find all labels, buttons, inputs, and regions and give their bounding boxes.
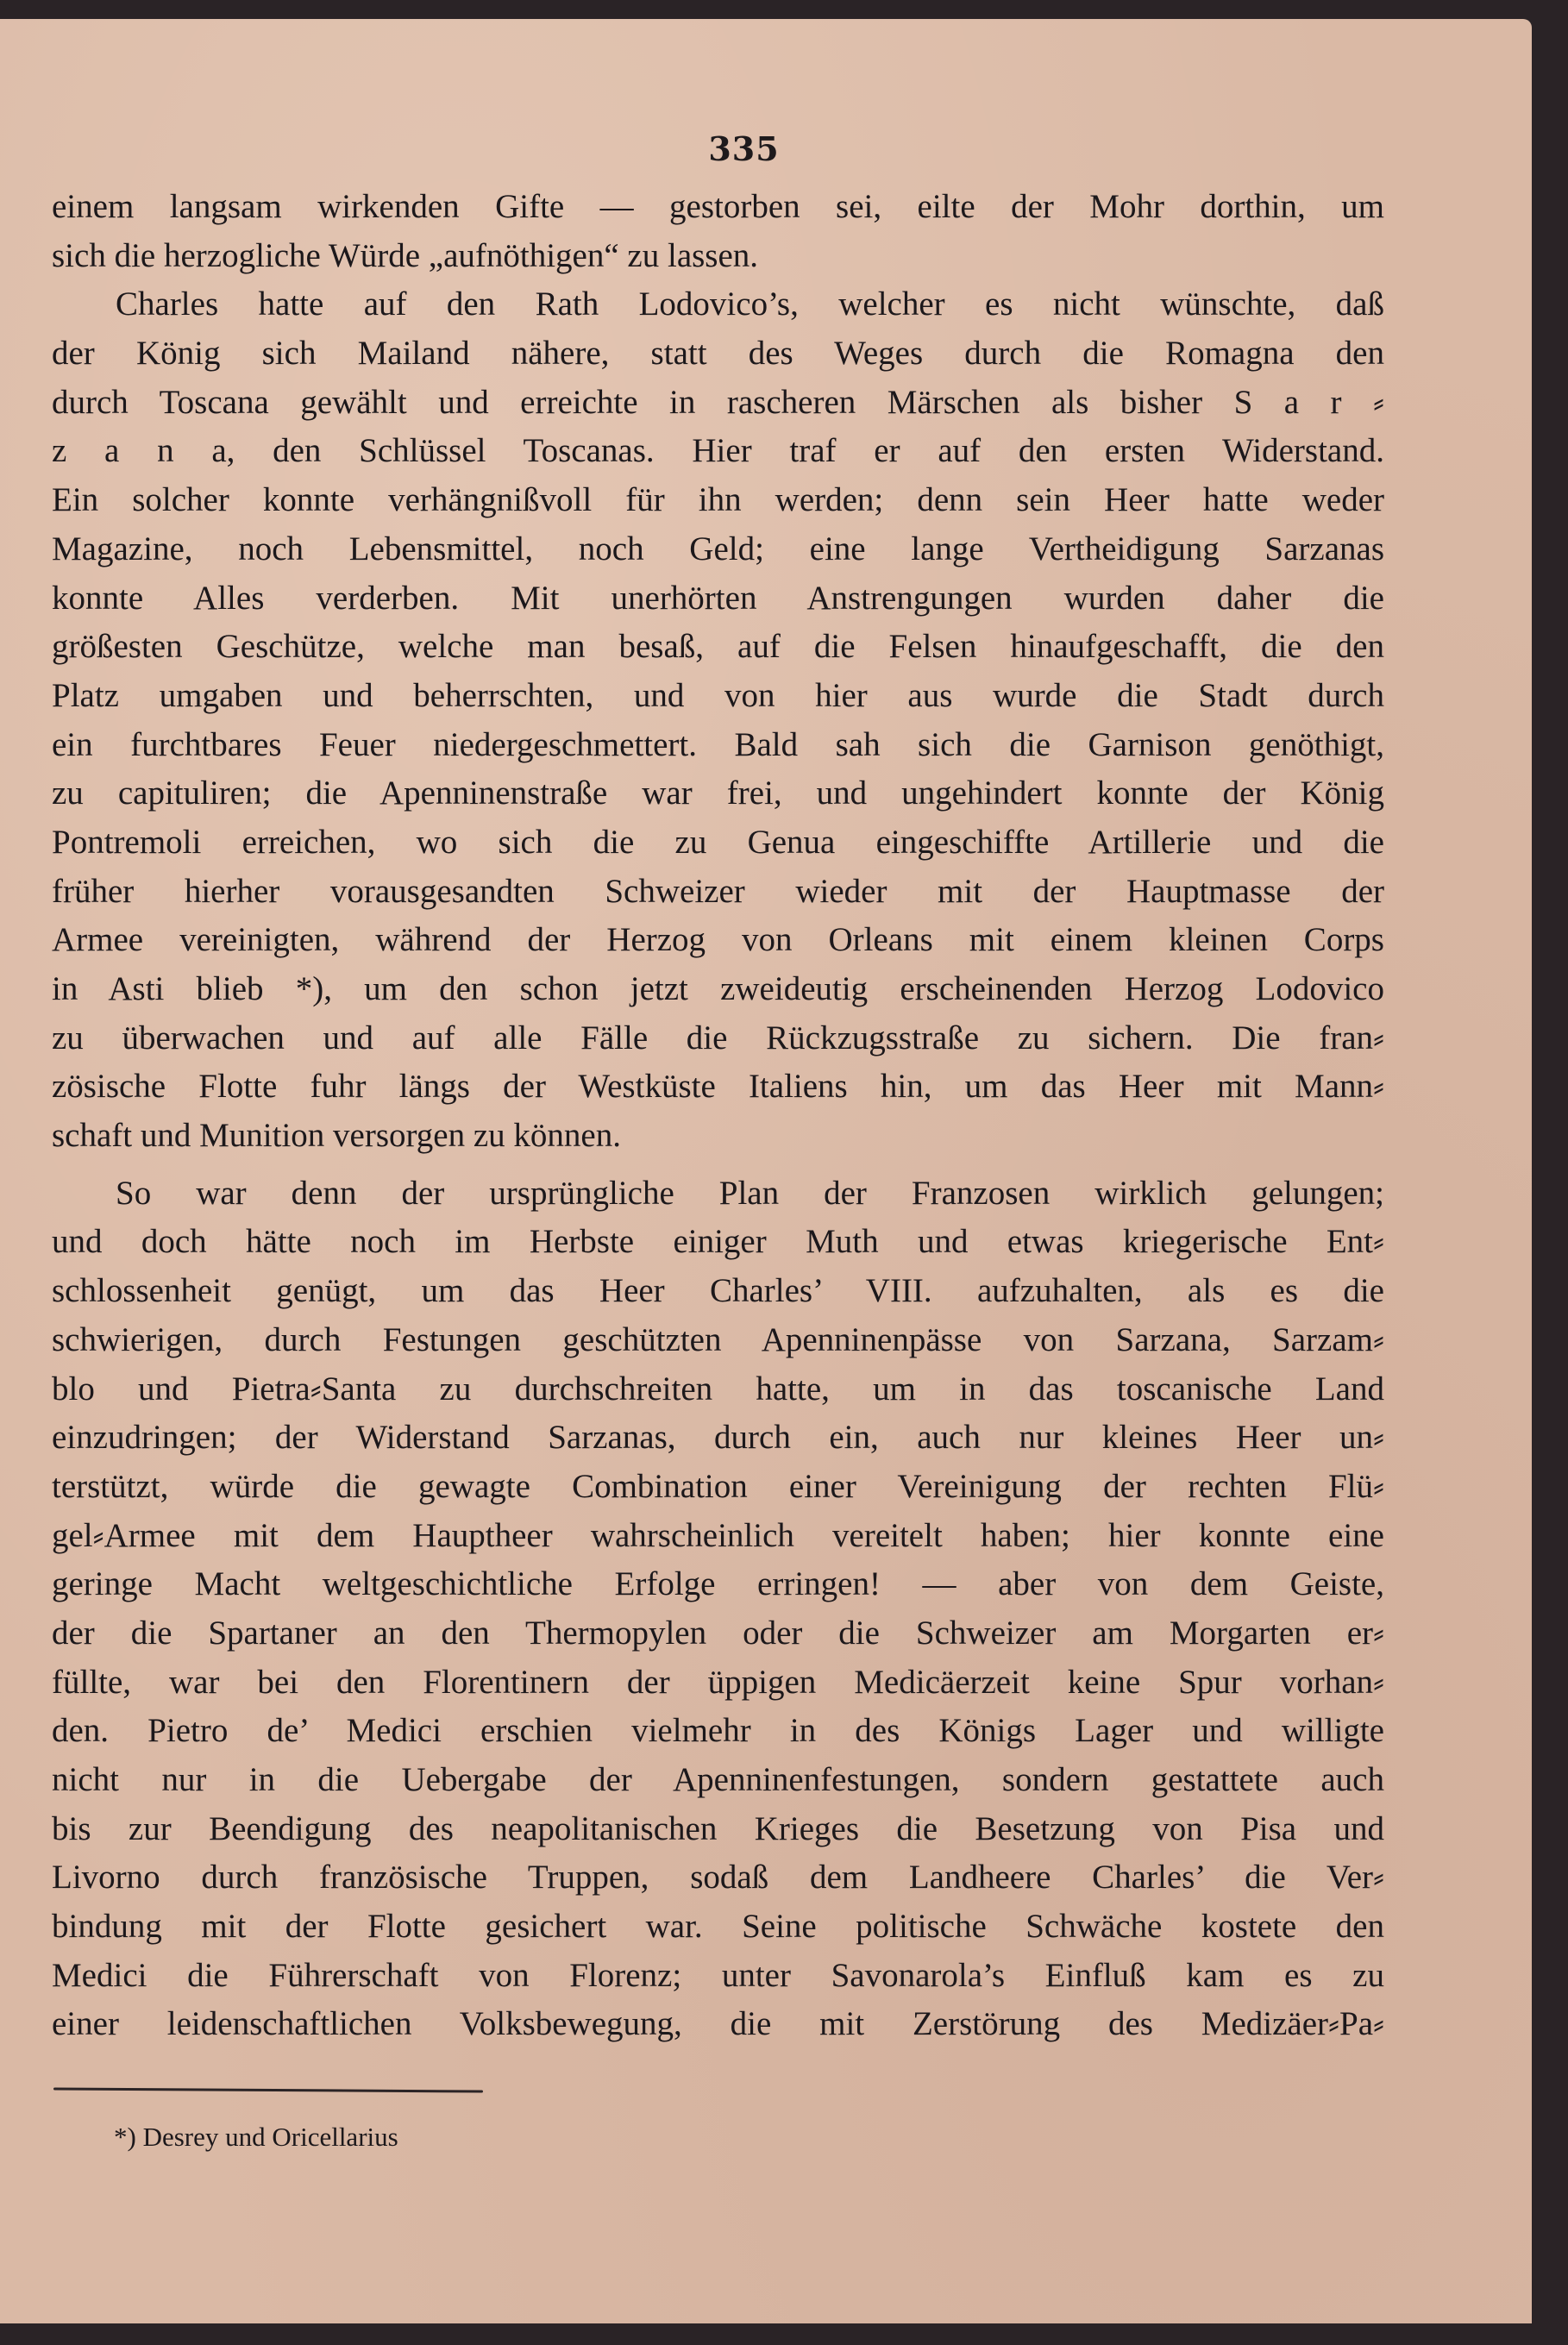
text-line: Magazine, noch Lebensmittel, noch Geld; eine lange Vertheidigung Sarzanas: [52, 530, 1384, 567]
text-line: einem langsam wirkenden Gifte — gestorben sei, eilte der Mohr dorthin, um: [52, 188, 1384, 225]
text-line: Medici die Führerschaft von Florenz; unter Savonarola’s Einfluß kam es zu: [52, 1956, 1384, 1994]
footnote: *) Desrey und Oricellarius: [114, 2122, 398, 2152]
text-line: Ein solcher konnte verhängnißvoll für ihn werden; denn sein Heer hatte weder: [52, 481, 1384, 519]
text-line: der König sich Mailand nähere, statt des Weges durch die Romagna den: [52, 335, 1384, 373]
text-line: Livorno durch französische Truppen, sodaß dem Landheere Charles’ die Ver⸗: [52, 1859, 1384, 1897]
paragraph: [52, 1169, 1384, 2049]
text-line: Charles hatte auf den Rath Lodovico’s, welcher es nicht wünschte, daß: [116, 285, 1384, 323]
page-number: 335: [708, 129, 780, 168]
text-line: ein furchtbares Feuer niedergeschmettert. Bald sah sich die Garnison genöthigt,: [52, 725, 1384, 763]
text-line: und doch hätte noch im Herbste einiger Muth und etwas kriegerische Ent⸗: [52, 1223, 1384, 1261]
text-line: bindung mit der Flotte gesichert war. Seine politische Schwäche kostete den: [52, 1908, 1384, 1946]
text-line: zu capituliren; die Apenninenstraße war frei, und ungehindert konnte der König: [52, 774, 1384, 812]
text-line: in Asti blieb *), um den schon jetzt zweideutig erscheinenden Herzog Lodovico: [52, 970, 1384, 1007]
footnote-rule: [53, 2087, 483, 2092]
text-line: früher hierher vorausgesandten Schweizer wieder mit der Hauptmasse der: [52, 872, 1384, 910]
text-line: bis zur Beendigung des neapolitanischen Krieges die Besetzung von Pisa und: [52, 1809, 1384, 1847]
text-line: der die Spartaner an den Thermopylen oder die Schweizer am Morgarten er⸗: [52, 1614, 1384, 1652]
text-line: gel⸗Armee mit dem Hauptheer wahrscheinlich vereitelt haben; hier konnte eine: [52, 1516, 1384, 1554]
text-line: schlossenheit genügt, um das Heer Charles’ VIII. aufzuhalten, als es die: [52, 1272, 1384, 1310]
text-line: zösische Flotte fuhr längs der Westküste Italiens hin, um das Heer mit Mann⸗: [52, 1068, 1384, 1106]
text-line: einer leidenschaftlichen Volksbewegung, die mit Zerstörung des Medizäer⸗Pa⸗: [52, 2005, 1384, 2043]
text-line: schwierigen, durch Festungen geschützten Apenninenpässe von Sarzana, Sarzam⸗: [52, 1320, 1384, 1358]
text-line: nicht nur in die Uebergabe der Apenninenfestungen, sondern gestattete auch: [52, 1761, 1384, 1798]
text-line: Armee vereinigten, während der Herzog von Orleans mit einem kleinen Corps: [52, 921, 1384, 959]
text-line: terstützt, würde die gewagte Combination einer Vereinigung der rechten Flü⸗: [52, 1467, 1384, 1505]
text-line: geringe Macht weltgeschichtliche Erfolge erringen! — aber von dem Geiste,: [52, 1565, 1384, 1603]
text-line: zu überwachen und auf alle Fälle die Rückzugsstraße zu sichern. Die fran⸗: [52, 1019, 1384, 1057]
text-line: größesten Geschütze, welche man besaß, auf die Felsen hinaufgeschafft, die den: [52, 628, 1384, 666]
text-line: füllte, war bei den Florentinern der üppigen Medicäerzeit keine Spur vorhan⸗: [52, 1663, 1384, 1701]
text-line: einzudringen; der Widerstand Sarzanas, durch ein, auch nur kleines Heer un⸗: [52, 1419, 1384, 1457]
body-text: [52, 183, 1384, 2049]
text-line: z a n a, den Schlüssel Toscanas. Hier traf er auf den ersten Widerstand.: [52, 432, 1384, 470]
paragraph-gap: [52, 1161, 1384, 1169]
text-line: durch Toscana gewählt und erreichte in rascheren Märschen als bisher S a r ⸗: [52, 383, 1384, 421]
text-line: den. Pietro de’ Medici erschien vielmehr in des Königs Lager und willigte: [52, 1712, 1384, 1750]
paragraph: [52, 183, 1384, 1161]
text-line: So war denn der ursprüngliche Plan der Franzosen wirklich gelungen;: [116, 1174, 1384, 1212]
text-line: blo und Pietra⸗Santa zu durchschreiten hatte, um in das toscanische Land: [52, 1370, 1384, 1408]
text-line: schaft und Munition versorgen zu können.: [52, 1117, 621, 1155]
text-line: Pontremoli erreichen, wo sich die zu Genua eingeschiffte Artillerie und die: [52, 823, 1384, 861]
text-line: sich die herzogliche Würde „aufnöthigen“ zu lassen.: [52, 236, 759, 274]
book-page: [0, 19, 1532, 2323]
text-line: Platz umgaben und beherrschten, und von hier aus wurde die Stadt durch: [52, 676, 1384, 714]
text-line: konnte Alles verderben. Mit unerhörten Anstrengungen wurden daher die: [52, 579, 1384, 617]
